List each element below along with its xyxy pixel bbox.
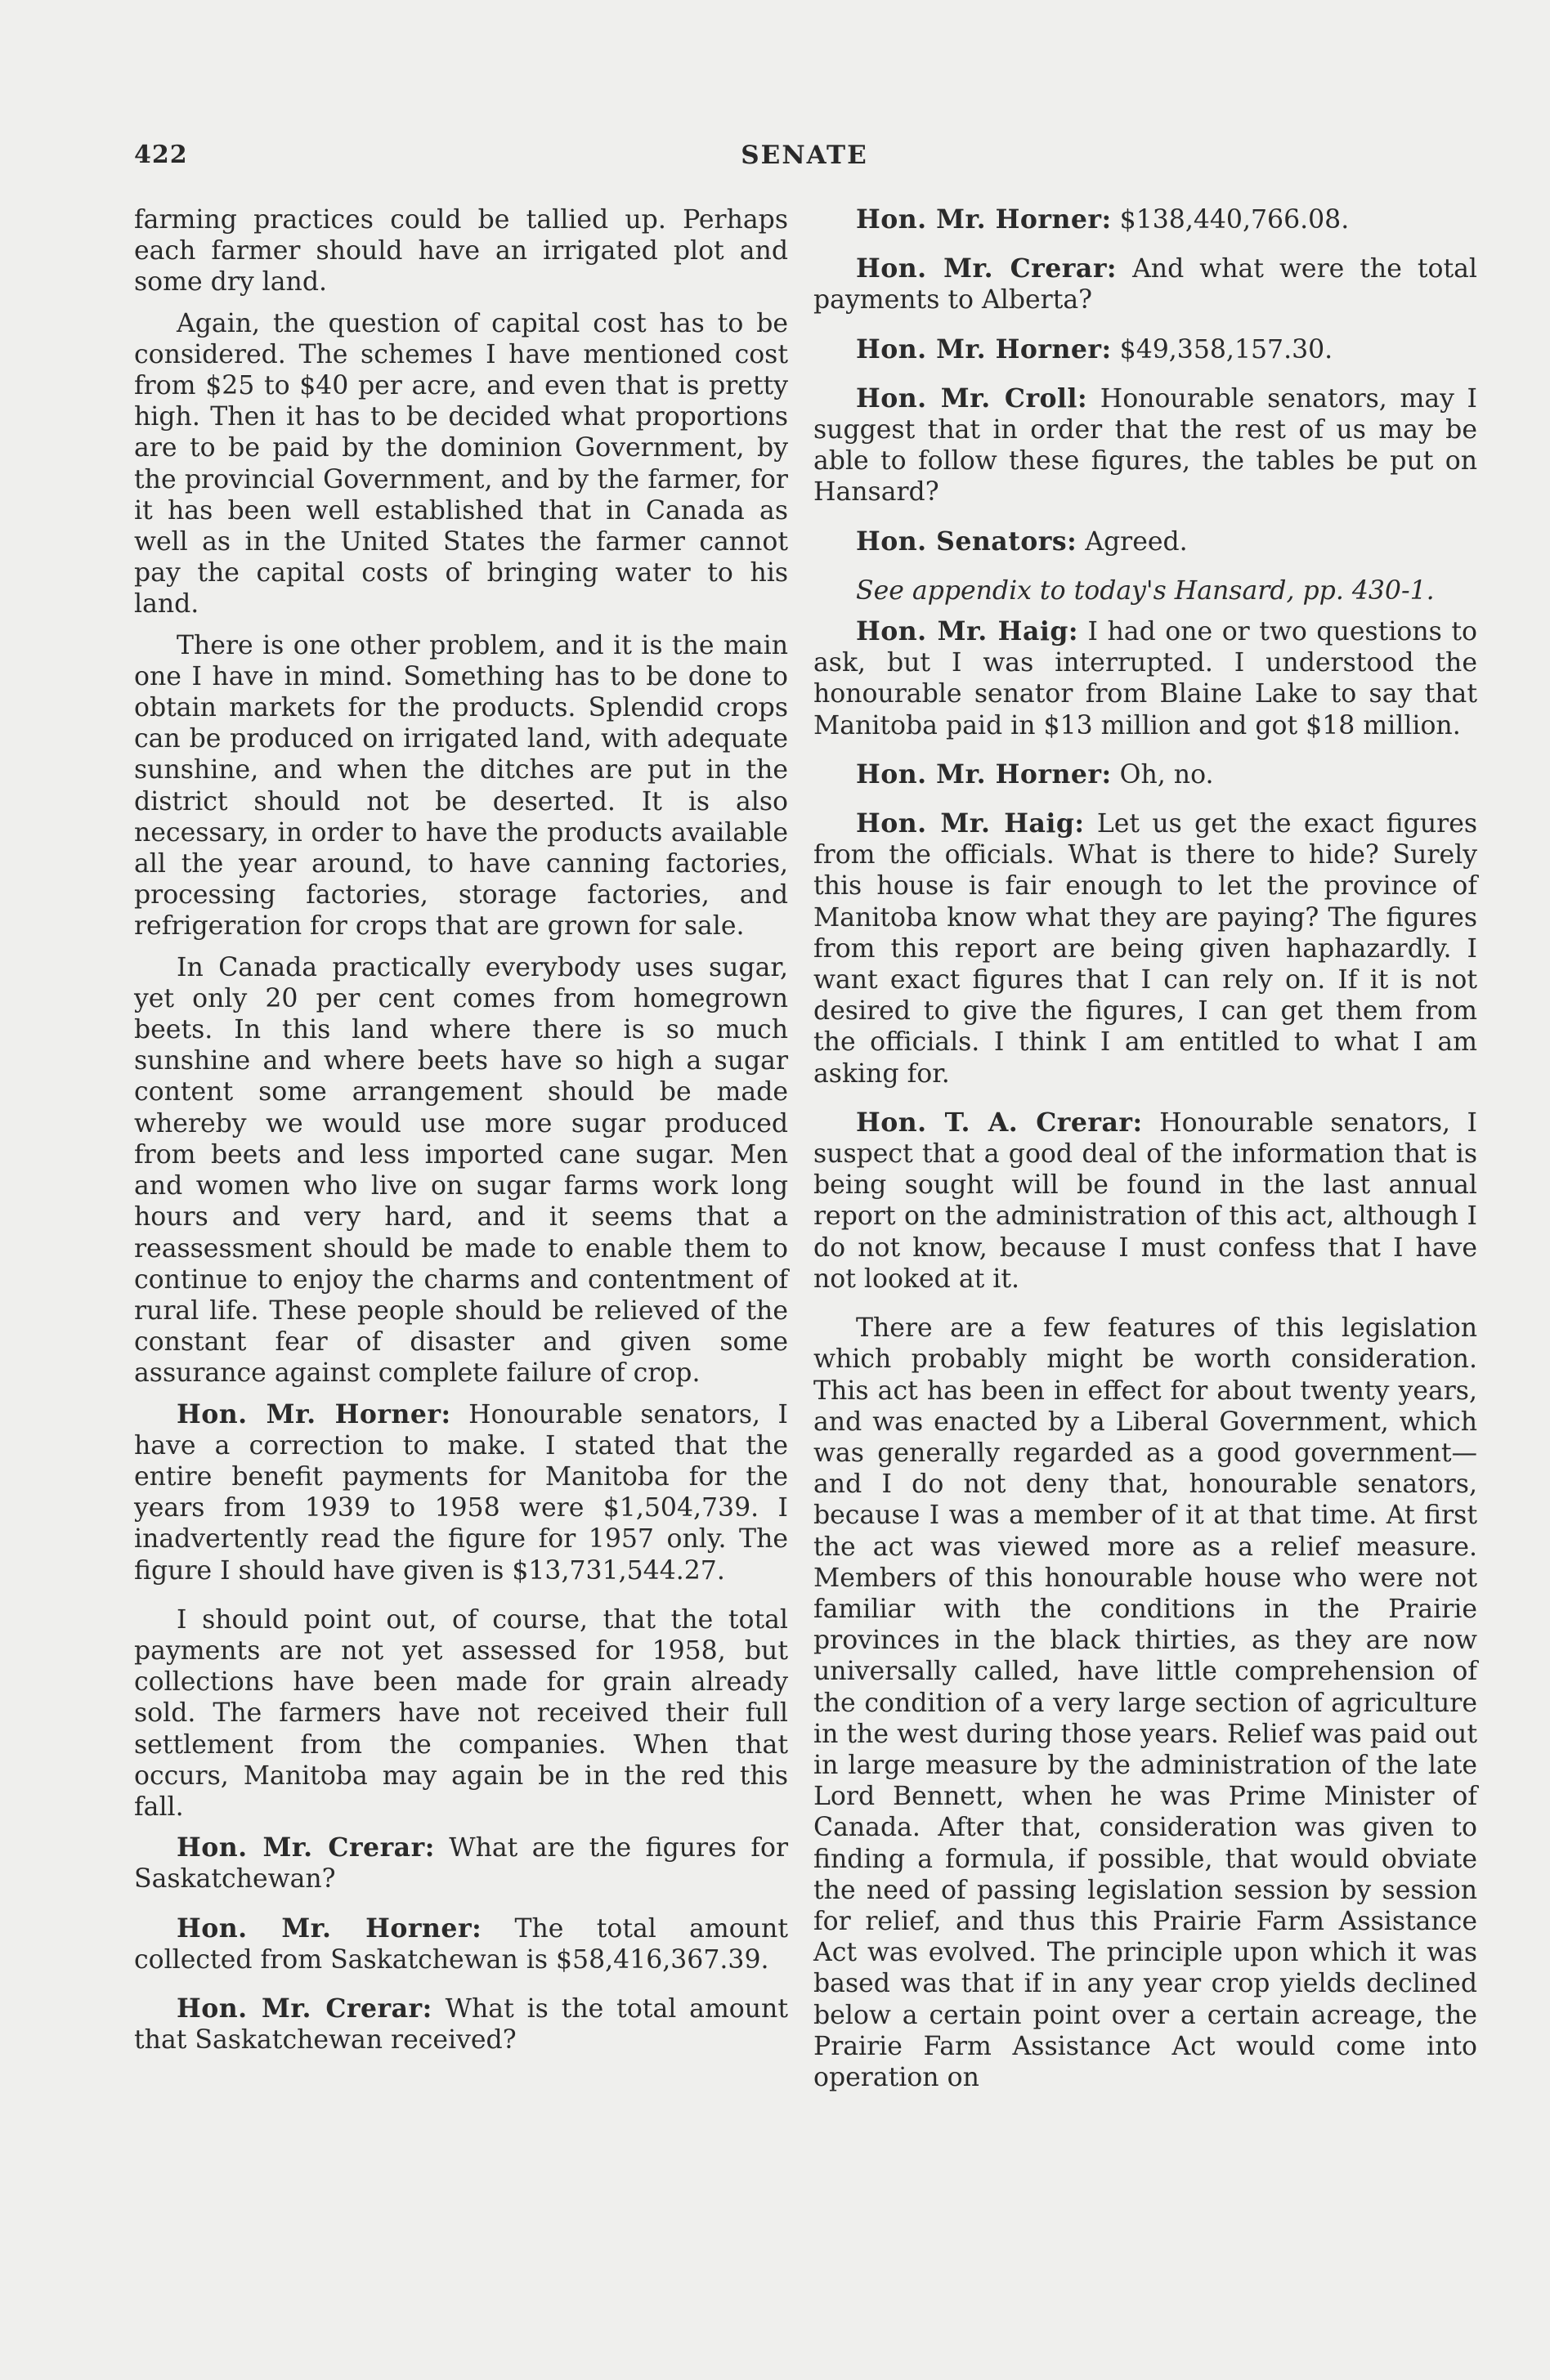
paragraph-text: Honourable senators, I have a correction to make. I stated that the entire benefit payments for Manitoba for the years from 1939 to 1958 were $1,504,739. I inadvertently read the figure for 1957 only. The figure I should have given is $13,731,544.27. (134, 1399, 788, 1586)
text-paragraph (134, 630, 788, 942)
paragraph-text: Honourable senators, may I suggest that in order that the rest of us may be able to follow these figures, the tables be put on Hansard? (813, 383, 1477, 508)
speaker-name: Hon. Mr. Horner: (856, 204, 1112, 235)
speech-paragraph (813, 759, 1477, 790)
speaker-name: Hon. Mr. Crerar: (856, 253, 1118, 284)
speaker-name: Hon. Mr. Horner: (856, 333, 1112, 365)
speech-paragraph (813, 383, 1477, 508)
paragraph-text: What is the total amount that Saskatchewan received? (134, 1993, 789, 2056)
paragraph-text: Agreed. (1085, 526, 1188, 557)
speaker-name: Hon. Mr. Croll: (856, 382, 1088, 414)
text-paragraph (813, 575, 1477, 606)
speech-paragraph (813, 204, 1477, 235)
page-number: 422 (134, 141, 188, 169)
paragraph-text: See appendix to today's Hansard, pp. 430-1. (856, 575, 1435, 606)
speech-paragraph (134, 1399, 788, 1586)
paragraph-text: There are a few features of this legislation which probably might be worth consideration. This act has been in effect for about twenty years, and was enacted by a Liberal Government, which was generally regarded as a good government—and I do not deny that, honourable senators, because I was a member of it at that time. At first the act was viewed more as a relief measure. Members of this honourable house who were not familiar with the conditions in the Prairie provinces in the black thirties, as they are now universally called, have little comprehension of the condition of a very large section of agriculture in the west during those years. Relief was paid out in large measure by the administration of the late Lord Bennett, when he was Prime Minister of Canada. After that, consideration was given to finding a formula, if possible, that would obviate the need of passing legislation session by session for relief, and thus this Prairie Farm Assistance Act was evolved. The principle upon which it was based was that if in any year crop yields declined below a certain point over a certain acreage, the Prairie Farm Assistance Act would come into operation on (813, 1313, 1477, 2092)
speaker-name: Hon. Mr. Horner: (856, 758, 1112, 790)
text-paragraph (134, 952, 788, 1389)
speaker-name: Hon. Mr. Haig: (856, 616, 1078, 647)
text-paragraph (134, 308, 788, 620)
left-column (134, 204, 788, 2074)
paragraph-text: What are the figures for Saskatchewan? (134, 1833, 788, 1895)
speech-paragraph (813, 808, 1477, 1089)
speaker-name: Hon. Mr. Crerar: (177, 1993, 432, 2024)
speaker-name: Hon. T. A. Crerar: (856, 1107, 1143, 1138)
paragraph-text: $138,440,766.08. (1119, 205, 1350, 235)
text-paragraph (813, 1313, 1477, 2093)
paragraph-text: Let us get the exact figures from the officials. What is there to hide? Surely this house is fair enough to let the province of Manitoba know what they are paying? The figures from this report are being given haphazardly. I want exact figures that I can rely on. If it is not desired to give the figures, I can get them from the officials. I think I am entitled to what I am asking for. (813, 809, 1478, 1089)
paragraph-text: Honourable senators, I suspect that a good deal of the information that is being sought will be found in the last annual report on the administration of this act, although I do not know, because I must confess that I have not looked at it. (813, 1107, 1477, 1294)
speech-paragraph (134, 1993, 788, 2056)
speech-paragraph (813, 334, 1477, 365)
paragraph-text: I should point out, of course, that the total payments are not yet assessed for 1958, but collections have been made for grain already sold. The farmers have not received their full settlement from the companies. When that occurs, Manitoba may again be in the red this fall. (134, 1604, 788, 1822)
speaker-name: Hon. Mr. Horner: (177, 1398, 451, 1429)
speech-paragraph (813, 1107, 1477, 1295)
paragraph-text: Oh, no. (1119, 759, 1214, 790)
speaker-name: Hon. Mr. Horner: (177, 1912, 482, 1944)
right-column (813, 204, 1477, 2103)
speaker-name: Hon. Mr. Haig: (856, 808, 1085, 839)
speech-paragraph (134, 1832, 788, 1895)
speech-paragraph (134, 1913, 788, 1975)
speech-paragraph (813, 616, 1477, 741)
paragraph-text: farming practices could be tallied up. Perhaps each farmer should have an irrigated plot and some dry land. (134, 205, 788, 298)
paragraph-text: The total amount collected from Saskatchewan is $58,416,367.39. (134, 1913, 788, 1975)
paragraph-text: In Canada practically everybody uses sugar, yet only 20 per cent comes from homegrown beets. In this land where there is so much sunshine and where beets have so high a sugar content some arrangement should be made whereby we would use more sugar produced from beets and less imported cane sugar. Men and women who live on sugar farms work long hours and very hard, and it seems that a reassessment should be made to enable them to continue to enjoy the charms and contentment of rural life. These people should be relieved of the constant fear of disaster and given some assurance against complete failure of crop. (134, 952, 788, 1389)
running-head: SENATE (741, 141, 868, 170)
paragraph-text: $49,358,157.30. (1119, 334, 1333, 365)
speech-paragraph (813, 253, 1477, 315)
page-header (134, 141, 1475, 180)
text-paragraph (134, 204, 788, 298)
speech-paragraph (813, 526, 1477, 557)
paragraph-text: Again, the question of capital cost has to be considered. The schemes I have mentioned cost from $25 to $40 per acre, and even that is pretty high. Then it has to be decided what proportions are to be paid by the dominion Government, by the provincial Government, and by the farmer, for it has been well established that in Canada as well as in the United States the farmer cannot pay the capital costs of bringing water to his land. (134, 308, 788, 620)
text-paragraph (134, 1604, 788, 1823)
paragraph-text: I had one or two questions to ask, but I was interrupted. I understood the honourable senator from Blaine Lake to say that Manitoba paid in $13 million and got $18 million. (813, 617, 1477, 740)
paragraph-text: And what were the total payments to Alberta? (813, 254, 1478, 315)
speaker-name: Hon. Senators: (856, 526, 1077, 557)
speaker-name: Hon. Mr. Crerar: (177, 1832, 435, 1863)
paragraph-text: There is one other problem, and it is the main one I have in mind. Something has to be done to obtain markets for the products. Splendid crops can be produced on irrigated land, with adequate sunshine, and when the ditches are put in the district should not be deserted. It is also necessary, in order to have the products available all the year around, to have canning factories, processing factories, storage factories, and refrigeration for crops that are grown for sale. (134, 630, 788, 942)
